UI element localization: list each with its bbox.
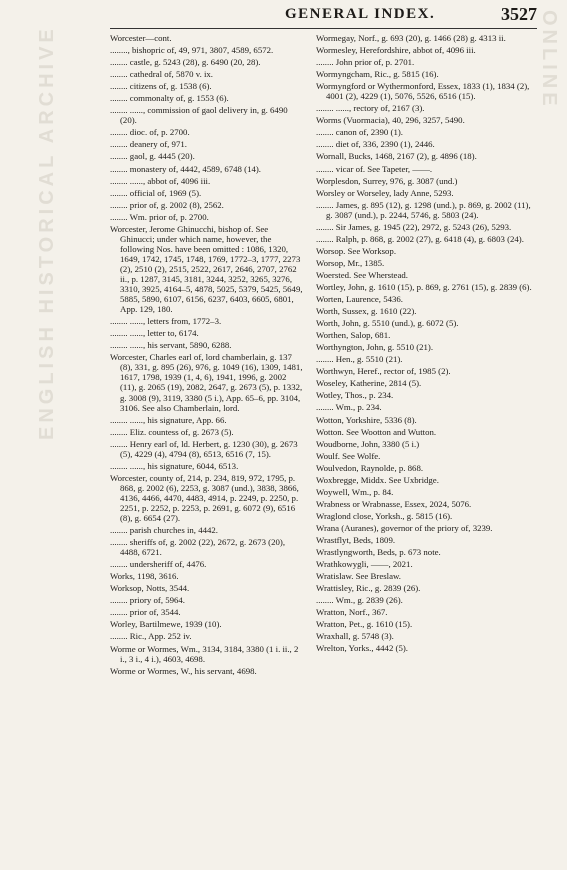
index-entry: Wotton. See Wootton and Wutton. [316, 426, 437, 437]
index-entry: Worcester, Charles earl of, lord chamberlain, g. 137 (8), 331, g. 895 (26), 976, g. 1049 (16), 1309, 1481, 1617, 1798, 1939 (1, 4, 6), 1941, 1996, g. 2002 (11), g. 2065 (19), 2082, 2647, g. 2673 (5), p. 1332, g. 3008 (9), 3119, 3380 (5 i.), App. 65–6, pp. 3104, 3106. See also Chamberlain, lord. [110, 352, 303, 413]
index-entry: ........ ......, his signature, App. 66. [110, 414, 227, 425]
index-entry: Worcester, Jerome Ghinucchi, bishop of. See Ghinucci; under which name, however, the following Nos. have been omitted : 1086, 1320, 1649, 1742, 1745, 1748, 1769, 1772–3, 1777, 2273 (2), 2510 (2), 2515, 2522, 2617, 2646, 2707, 2762 ii., p. 1287, 3145, 3181, 3244, 3252, 3265, 3276, 3310, 3925, 4164–5, 4878, 5025, 5379, 5425, 5649, 5885, 5890, 6107, 6156, 6237, 6403, 6605, 6801, App. 129, 180. [110, 223, 303, 315]
index-entry: Woudborne, John, 3380 (5 i.) [316, 438, 420, 449]
index-entry: Wotley, Thos., p. 234. [316, 390, 394, 401]
index-entry: ........ sheriffs of, g. 2002 (22), 2672, g. 2673 (20), 4488, 6721. [110, 537, 286, 558]
index-entry: Woulf. See Wolfe. [316, 450, 381, 461]
index-entry: ........ Ralph, p. 868, g. 2002 (27), g. 6418 (4), g. 6803 (24). [316, 233, 524, 244]
index-entry: Wrelton, Yorks., 4442 (5). [316, 643, 409, 654]
index-entry: Worthen, Salop, 681. [316, 330, 391, 341]
index-entry: ........ Ric., App. 252 iv. [110, 631, 192, 642]
index-entry: ........ dioc. of, p. 2700. [110, 127, 190, 138]
index-entry: Wrabness or Wrabnasse, Essex, 2024, 5076. [316, 498, 472, 509]
watermark-left: ENGLISH HISTORICAL ARCHIVE [36, 25, 58, 440]
index-entry: ........ parish churches in, 4442. [110, 525, 218, 536]
index-entry: Wratislaw. See Breslaw. [316, 571, 401, 582]
index-entry: Worten, Laurence, 5436. [316, 294, 403, 305]
index-entry: Worme or Wormes, Wm., 3134, 3184, 3380 (1 i. ii., 2 i., 3 i., 4 i.), 4603, 4698. [110, 643, 299, 664]
index-entry: ........ ......, his signature, 6044, 6513. [110, 460, 239, 471]
index-entry: Wrastflyt, Beds, 1809. [316, 534, 396, 545]
index-entry: Wortley, John, g. 1610 (15), p. 869, g. 2761 (15), g. 2839 (6). [316, 281, 532, 292]
index-entry: ........ commonalty of, g. 1553 (6). [110, 93, 229, 104]
index-entry: Wratton, Pet., g. 1610 (15). [316, 619, 413, 630]
index-entry: Wratton, Norf., 367. [316, 607, 388, 618]
index-entry: Wornall, Bucks, 1468, 2167 (2), g. 4896 (18). [316, 151, 477, 162]
index-entry: ........ citizens of, g. 1538 (6). [110, 81, 212, 92]
index-entry: Worksop, Notts, 3544. [110, 583, 190, 594]
index-entry: ........ ......, letter to, 6174. [110, 328, 199, 339]
index-entry: Woersted. See Wherstead. [316, 269, 408, 280]
index-entry: Woxbregge, Middx. See Uxbridge. [316, 474, 439, 485]
index-entry: Worthwyn, Heref., rector of, 1985 (2). [316, 366, 451, 377]
index-entry: ........ ......, letters from, 1772–3. [110, 316, 222, 327]
index-entry: Worcester—cont. [110, 33, 172, 43]
index-entry: ........ official of, 1969 (5). [110, 187, 202, 198]
index-entry: ........ castle, g. 5243 (28), g. 6490 (20, 28). [110, 57, 261, 68]
index-entry: ........, bishopric of, 49, 971, 3807, 4589, 6572. [110, 45, 274, 56]
index-entry: Worplesdon, Surrey, 976, g. 3087 (und.) [316, 175, 458, 186]
index-entry: Worme or Wormes, W., his servant, 4698. [110, 665, 257, 676]
index-entry: Wrattisley, Ric., g. 2839 (26). [316, 583, 421, 594]
index-entry: ........ undersheriff of, 4476. [110, 559, 207, 570]
index-entry: Worms (Vuormacia), 40, 296, 3257, 5490. [316, 115, 465, 126]
index-entry: ........ canon of, 2390 (1). [316, 127, 403, 138]
index-entry: Wormegay, Norf., g. 693 (20), g. 1466 (28) g. 4313 ii. [316, 33, 506, 43]
watermark-right: ONLINE [538, 10, 560, 110]
index-entry: ........ Wm., p. 234. [316, 402, 382, 413]
index-entry: ........ Wm. prior of, p. 2700. [110, 211, 209, 222]
index-entry: ........ Hen., g. 5510 (21). [316, 354, 403, 365]
index-entry: ........ prior of, g. 2002 (8), 2562. [110, 199, 224, 210]
index-entry: Woywell, Wm., p. 84. [316, 486, 394, 497]
index-entry: Woseley, Katherine, 2814 (5). [316, 378, 422, 389]
page-number: 3527 [501, 4, 537, 24]
index-column-left [110, 33, 304, 676]
index-entry: Worsley or Worseley, lady Anne, 5293. [316, 187, 454, 198]
index-entry: Wormyngford or Wythermonford, Essex, 1833 (1), 1834 (2), 4001 (2), 4229 (1), 5076, 5526, 6516 (15). [316, 81, 530, 102]
index-entry: Worthyngton, John, g. 5510 (21). [316, 342, 434, 353]
index-entry: Wrastlyngworth, Beds, p. 673 note. [316, 547, 441, 558]
index-column-right [316, 33, 535, 653]
index-entry: ........ John prior of, p. 2701. [316, 57, 415, 68]
index-entry: Worsop, Mr., 1385. [316, 257, 385, 268]
index-entry: ........ cathedral of, 5870 v. ix. [110, 69, 214, 80]
index-entry: ........ monastery of, 4442, 4589, 6748 (14). [110, 163, 261, 174]
index-entry: Wrathkowygli, ——, 2021. [316, 559, 413, 570]
index-entry: Wotton, Yorkshire, 5336 (8). [316, 414, 417, 425]
index-entry: Worth, John, g. 5510 (und.), g. 6072 (5). [316, 318, 459, 329]
index-entry: ........ Wm., g. 2839 (26). [316, 595, 403, 606]
index-entry: ........ vicar of. See Tapeter, ——. [316, 163, 433, 174]
index-entry: Works, 1198, 3616. [110, 571, 179, 582]
index-entry: ........ deanery of, 971. [110, 139, 187, 150]
index-entry: ........ prior of, 3544. [110, 607, 181, 618]
index-entry: ........ diet of, 336, 2390 (1), 2446. [316, 139, 435, 150]
index-entry: ........ ......, rectory of, 2167 (3). [316, 103, 425, 114]
index-entry: Wrana (Auranes), governor of the priory of, 3239. [316, 522, 493, 533]
index-entry: ........ priory of, 5964. [110, 595, 186, 606]
index-entry: ........ James, g. 895 (12), g. 1298 (und.), p. 869, g. 2002 (11), g. 3087 (und.), p. 2244, 5746, g. 5803 (24). [316, 199, 531, 220]
page-header [110, 4, 537, 29]
index-entry: Wormesley, Herefordshire, abbot of, 4096 iii. [316, 45, 476, 56]
index-entry: Wraxhall, g. 5748 (3). [316, 631, 394, 642]
index-entry: ........ ......, abbot of, 4096 iii. [110, 175, 211, 186]
index-entry: Woulvedon, Raynolde, p. 868. [316, 462, 424, 473]
index-entry: ........ Eliz. countess of, g. 2673 (5). [110, 426, 234, 437]
index-entry: ........ gaol, g. 4445 (20). [110, 151, 195, 162]
index-entry: ........ Henry earl of, ld. Herbert, g. 1230 (30), g. 2673 (5), 4229 (4), 4794 (8), 6513, 6516 (7, 15). [110, 438, 298, 459]
index-entry: Wormyngcham, Ric., g. 5815 (16). [316, 69, 439, 80]
index-entry: Worcester, county of, 214, p. 234, 819, 972, 1795, p. 868, g. 2002 (6), 2253, g. 3087 (und.), 3838, 3866, 4136, 4466, 4470, 4483, 4914, p. 2249, p. 2250, p. 2251, p. 2252, p. 2253, p. 2691, g. 6072 (9), 6516 (8), g. 6654 (27). [110, 472, 299, 524]
index-entry: Wraglond close, Yorksh., g. 5815 (16). [316, 510, 453, 521]
index-entry: Worsop. See Worksop. [316, 245, 397, 256]
index-entry: ........ ......, his servant, 5890, 6288. [110, 340, 232, 351]
index-entry: Worth, Sussex, g. 1610 (22). [316, 306, 417, 317]
index-entry: Worley, Bartilmewe, 1939 (10). [110, 619, 222, 630]
index-entry: ........ Sir James, g. 1945 (22), 2972, g. 5243 (26), 5293. [316, 221, 512, 232]
page-title: GENERAL INDEX. [285, 6, 436, 22]
index-entry: ........ ......, commission of gaol delivery in, g. 6490 (20). [110, 105, 288, 126]
